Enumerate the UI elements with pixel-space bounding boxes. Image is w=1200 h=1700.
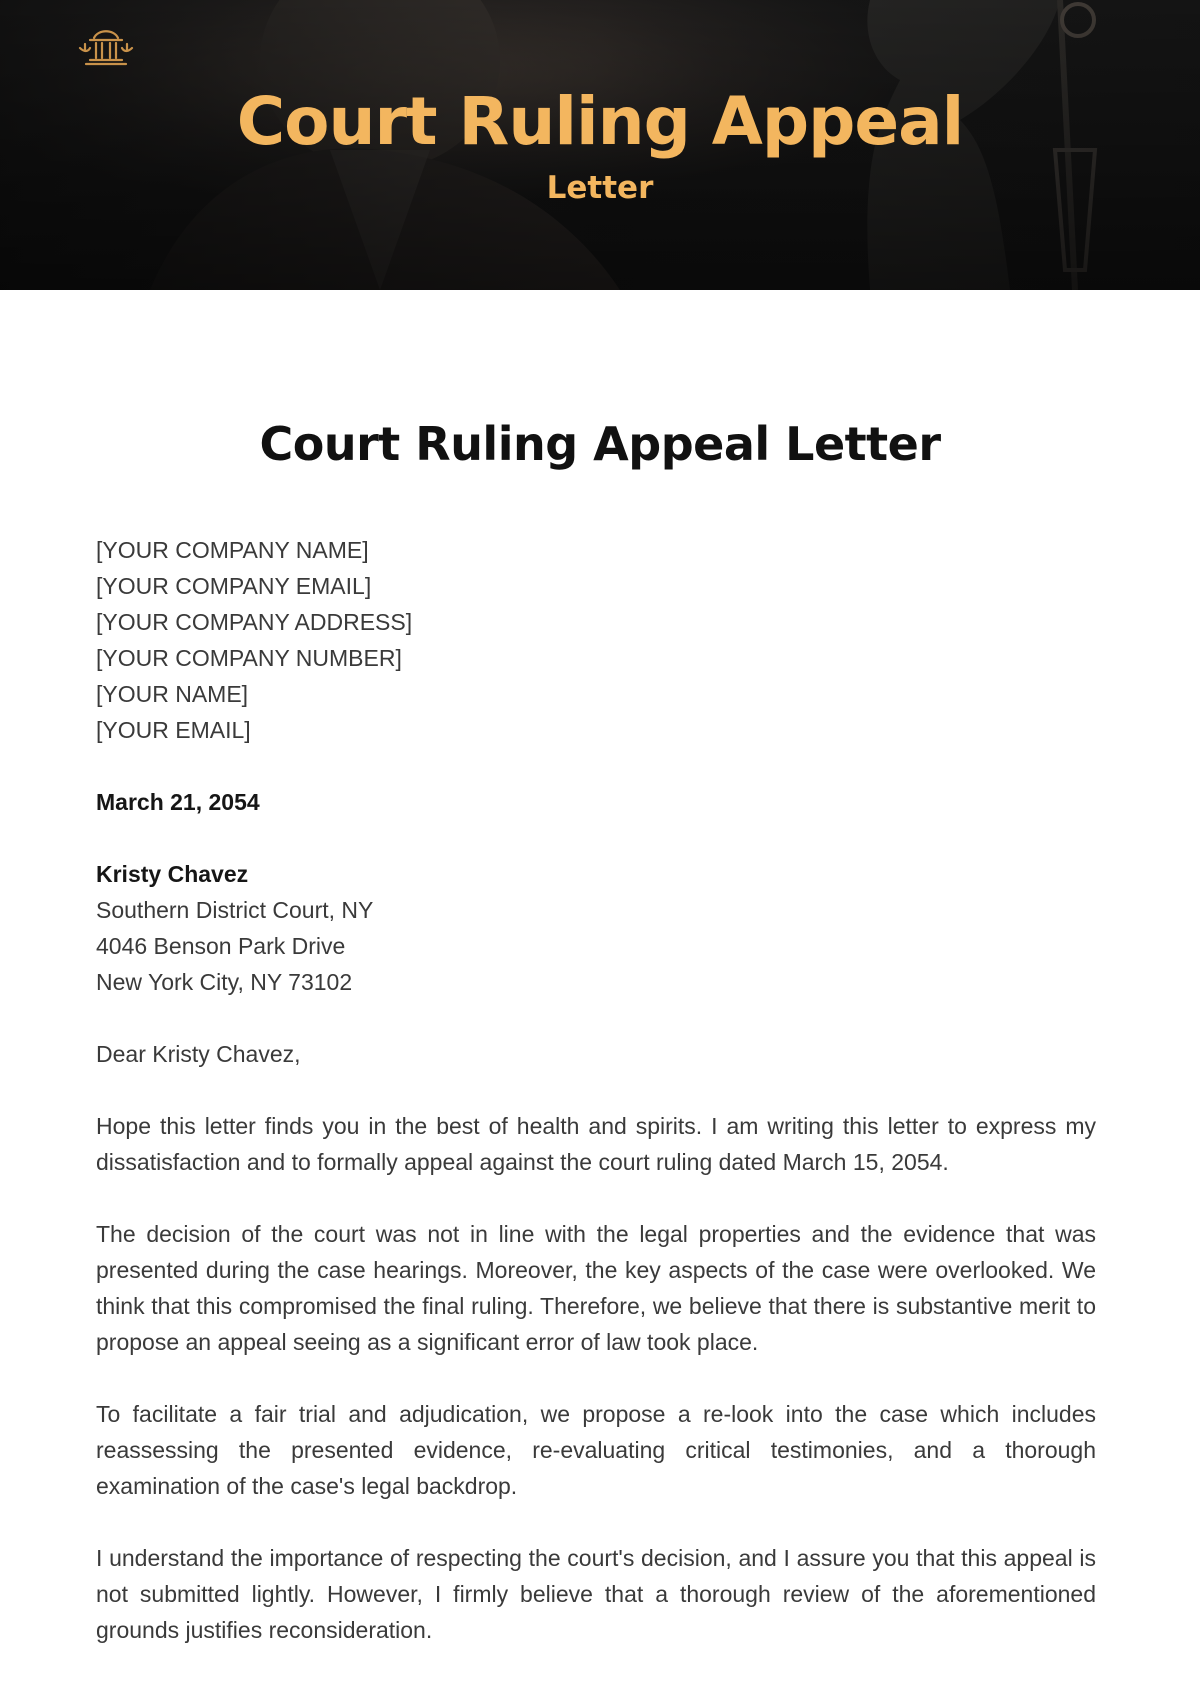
header-banner bbox=[0, 0, 1200, 290]
sender-name: [YOUR NAME] bbox=[96, 681, 249, 707]
recipient-block bbox=[96, 856, 1096, 1000]
letter-date: March 21, 2054 bbox=[96, 789, 260, 815]
recipient-name: Kristy Chavez bbox=[96, 861, 249, 887]
paragraph: I understand the importance of respecting the court's decision, and I assure you that this appeal is not submitted lightly. However, I firmly believe that a thorough review of the aforementioned grounds justifies reconsideration. bbox=[96, 1545, 1096, 1643]
recipient-court: Southern District Court, NY bbox=[96, 897, 374, 923]
paragraph: Hope this letter finds you in the best of health and spirits. I am writing this letter to express my dissatisfaction and to formally appeal against the court ruling dated March 15, 2054. bbox=[96, 1113, 1096, 1175]
courthouse-icon bbox=[76, 24, 136, 68]
salutation: Dear Kristy Chavez, bbox=[96, 1041, 301, 1067]
letter-body bbox=[96, 532, 1096, 1648]
document-title: Court Ruling Appeal Letter bbox=[259, 417, 941, 471]
paragraph: To facilitate a fair trial and adjudication, we propose a re-look into the case which includes reassessing the presented evidence, re-evaluating critical testimonies, and a thorough examination of the case's legal backdrop. bbox=[96, 1401, 1096, 1499]
banner-subtitle: Letter bbox=[546, 170, 654, 206]
recipient-city: New York City, NY 73102 bbox=[96, 969, 353, 995]
sender-company-name: [YOUR COMPANY NAME] bbox=[96, 537, 369, 563]
sender-company-number: [YOUR COMPANY NUMBER] bbox=[96, 645, 402, 671]
sender-block bbox=[96, 532, 1096, 748]
sender-company-email: [YOUR COMPANY EMAIL] bbox=[96, 573, 372, 599]
sender-email: [YOUR EMAIL] bbox=[96, 717, 251, 743]
paragraph: The decision of the court was not in line with the legal properties and the evidence that was presented during the case hearings. Moreover, the key aspects of the case were overlooked. We think that this compromised the final ruling. Therefore, we believe that there is substantive merit to propose an appeal seeing as a significant error of law took place. bbox=[96, 1221, 1096, 1355]
sender-company-address: [YOUR COMPANY ADDRESS] bbox=[96, 609, 413, 635]
recipient-street: 4046 Benson Park Drive bbox=[96, 933, 346, 959]
banner-title: Court Ruling Appeal bbox=[236, 83, 964, 160]
